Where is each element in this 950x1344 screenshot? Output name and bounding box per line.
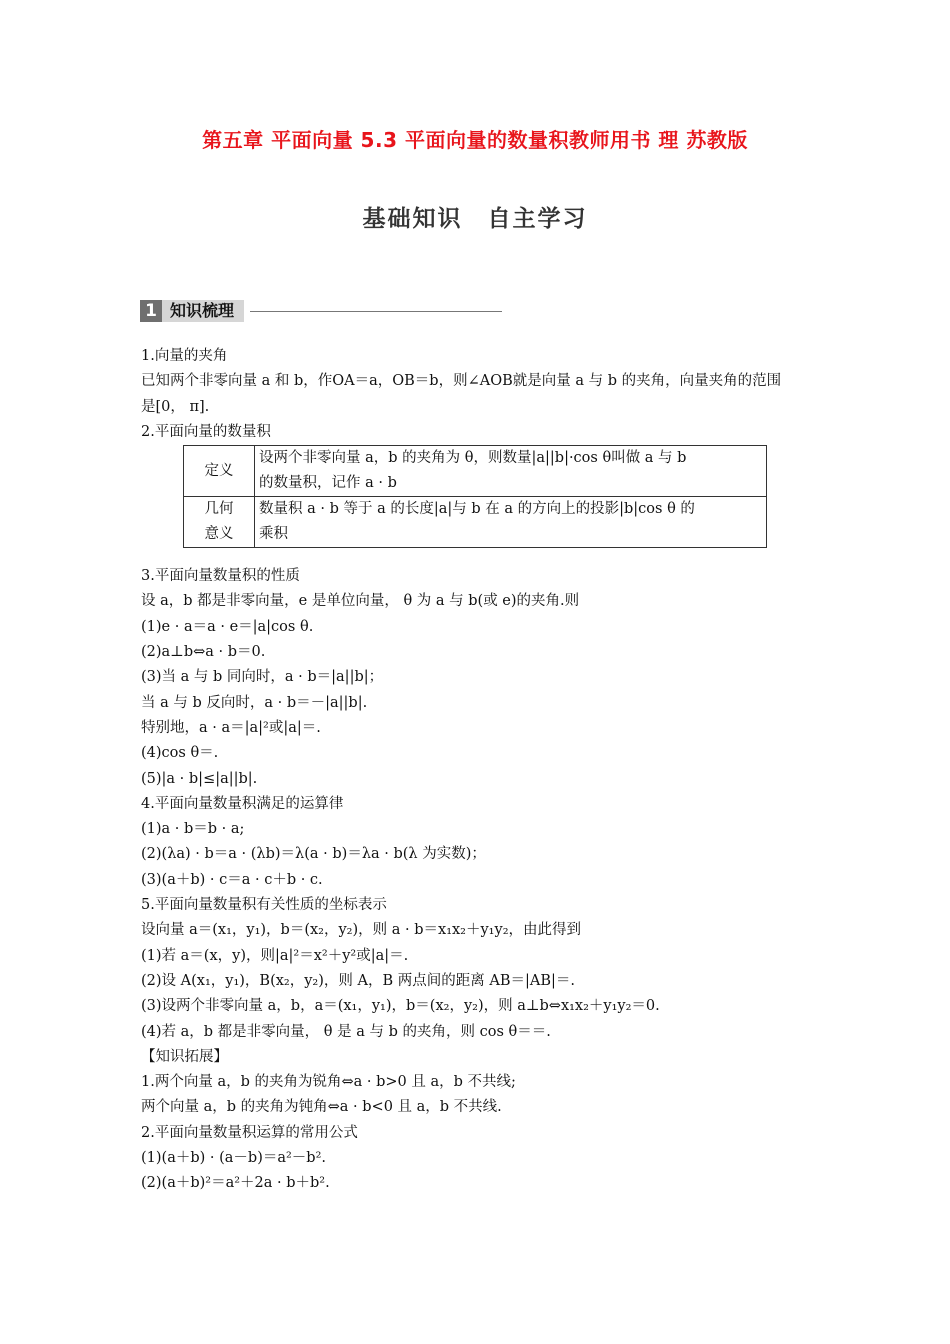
text-line: (4)若 a，b 都是非零向量， θ 是 a 与 b 的夹角，则 cos θ＝＝.: [141, 1023, 551, 1040]
document-body: [141, 344, 821, 1197]
text-line: 当 a 与 b 反向时，a · b＝－|a||b|.: [141, 694, 368, 711]
section-header-rule: [250, 311, 502, 312]
text-line: 特别地，a · a＝|a|²或|a|＝.: [141, 719, 321, 736]
section-number-badge: 1: [140, 300, 162, 322]
text-line: (2)a⊥b⇔a · b＝0.: [141, 644, 266, 661]
properties-section: [141, 564, 821, 1196]
table-value-line: 乘积: [259, 526, 288, 543]
section-header: [140, 300, 502, 322]
section-title: 基础知识 自主学习: [362, 206, 588, 232]
document-title: 第五章 平面向量 5.3 平面向量的数量积教师用书 理 苏教版: [202, 128, 748, 152]
text-line: 2.平面向量数量积运算的常用公式: [141, 1124, 358, 1141]
table-value-line: 数量积 a · b 等于 a 的长度|a|与 b 在 a 的方向上的投影|b|cos θ 的: [259, 501, 695, 518]
text-line: 【知识拓展】: [141, 1048, 228, 1065]
table-value-cell: [255, 497, 767, 548]
table-key-line: 几何: [204, 501, 234, 518]
text-line: 设向量 a＝(x₁，y₁)，b＝(x₂，y₂)，则 a · b＝x₁x₂＋y₁y₂，由此得到: [141, 922, 582, 939]
table-key-cell: [184, 497, 255, 548]
text-line: (1)(a＋b) · (a－b)＝a²－b².: [141, 1150, 327, 1167]
table-row: [184, 497, 767, 548]
definition-table: [183, 445, 767, 548]
text-line: 已知两个非零向量 a 和 b，作OA＝a，OB＝b，则∠AOB就是向量 a 与 b 的夹角，向量夹角的范围: [141, 373, 782, 390]
text-line: (3)当 a 与 b 同向时，a · b＝|a||b|；: [141, 669, 384, 686]
text-line: (2)设 A(x₁，y₁)，B(x₂，y₂)，则 A，B 两点间的距离 AB＝|AB|＝.: [141, 972, 575, 989]
text-line: (1)若 a＝(x，y)，则|a|²＝x²＋y²或|a|＝.: [141, 947, 409, 964]
text-line: 两个向量 a，b 的夹角为钝角⇔a · b<0 且 a，b 不共线.: [141, 1099, 502, 1116]
text-line: 5.平面向量数量积有关性质的坐标表示: [141, 897, 387, 914]
text-line: (2)(λa) · b＝a · (λb)＝λ(a · b)＝λa · b(λ 为实数)；: [141, 846, 486, 863]
definition-table-wrapper: [141, 445, 821, 564]
text-line: (4)cos θ＝.: [141, 745, 219, 762]
table-value-line: 设两个非零向量 a，b 的夹角为 θ，则数量|a||b|·cos θ叫做 a 与 b: [259, 450, 687, 467]
text-line: (3)设两个非零向量 a，b，a＝(x₁，y₁)，b＝(x₂，y₂)，则 a⊥b⇔x₁x₂＋y₁y₂＝0.: [141, 998, 660, 1015]
text-line: 设 a，b 都是非零向量，e 是单位向量， θ 为 a 与 b(或 e)的夹角.则: [141, 593, 580, 610]
text-line: (3)(a＋b) · c＝a · c＋b · c.: [141, 871, 323, 888]
text-line: (2)(a＋b)²＝a²＋2a · b＋b².: [141, 1175, 330, 1192]
section-header-label: 知识梳理: [162, 300, 244, 322]
text-line: (5)|a · b|≤|a||b|.: [141, 770, 258, 787]
table-key-cell: 定义: [184, 446, 255, 497]
text-line: 1.向量的夹角: [141, 348, 228, 364]
text-line: 2.平面向量的数量积: [141, 423, 271, 440]
table-value-line: 的数量积，记作 a · b: [259, 475, 397, 492]
text-line: 是[0， π].: [141, 398, 210, 415]
text-line: 1.两个向量 a，b 的夹角为锐角⇔a · b>0 且 a，b 不共线;: [141, 1074, 516, 1091]
table-key-line: 意义: [204, 526, 234, 543]
text-line: 3.平面向量数量积的性质: [141, 568, 300, 585]
text-line: (1)a · b＝b · a;: [141, 821, 245, 838]
text-line: 4.平面向量数量积满足的运算律: [141, 795, 344, 812]
table-row: [184, 446, 767, 497]
text-line: (1)e · a＝a · e＝|a|cos θ.: [141, 618, 314, 635]
table-value-cell: [255, 446, 767, 497]
